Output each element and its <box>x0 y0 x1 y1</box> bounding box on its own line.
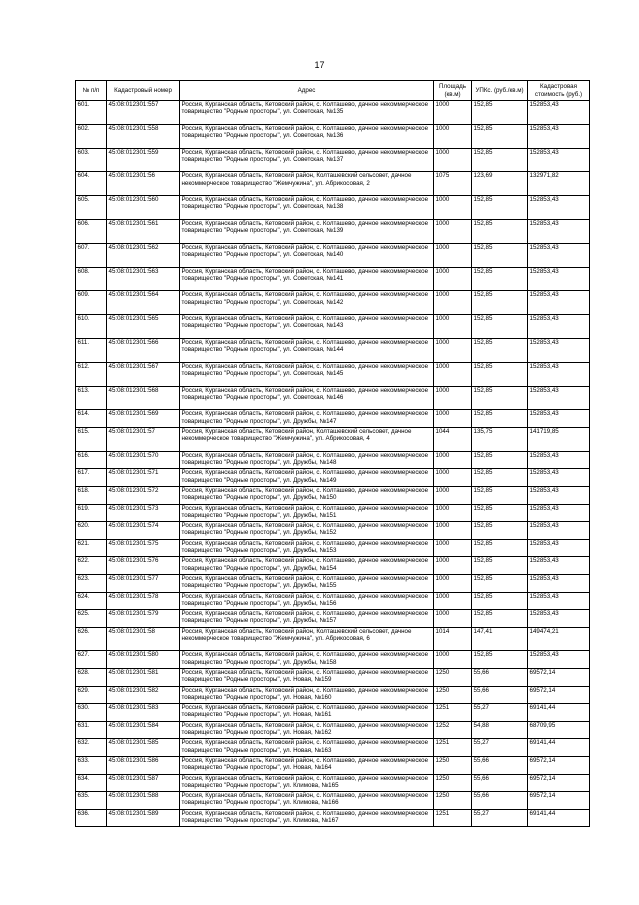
cell-address: Россия, Курганская область, Кетовский район, с. Колташево, дачное некоммерческое товарищество "Родные просторы", ул. Советская, №142 <box>180 291 434 315</box>
cell-num: 635. <box>76 792 107 810</box>
cell-num: 627. <box>76 651 107 669</box>
cell-cost: 141719,85 <box>528 427 590 451</box>
cell-cost: 69572,14 <box>528 774 590 792</box>
cell-cadastral: 45:08:012301:589 <box>107 809 180 827</box>
cell-upks: 152,85 <box>472 362 528 386</box>
table-row <box>76 386 590 410</box>
cell-address: Россия, Курганская область, Кетовский район, с. Колташево, дачное некоммерческое товарищество "Родные просторы", ул. Советская, №135 <box>180 101 434 125</box>
cell-area: 1000 <box>434 469 472 487</box>
cell-num: 620. <box>76 522 107 540</box>
cell-num: 615. <box>76 427 107 451</box>
cell-cadastral: 45:08:012301:580 <box>107 651 180 669</box>
cell-address: Россия, Курганская область, Кетовский район, с. Колташево, дачное некоммерческое товарищество "Родные просторы", ул. Советская, №139 <box>180 219 434 243</box>
cell-num: 623. <box>76 574 107 592</box>
cell-area: 1250 <box>434 686 472 704</box>
cell-cost: 152853,43 <box>528 651 590 669</box>
cell-num: 608. <box>76 267 107 291</box>
cell-upks: 152,85 <box>472 504 528 522</box>
cell-num: 629. <box>76 686 107 704</box>
cell-cost: 152853,43 <box>528 574 590 592</box>
table-row <box>76 172 590 196</box>
cell-cadastral: 45:08:012301:561 <box>107 219 180 243</box>
table-row <box>76 267 590 291</box>
table-row <box>76 219 590 243</box>
page-number: 17 <box>314 60 325 70</box>
table-row <box>76 243 590 267</box>
table-row <box>76 486 590 504</box>
cell-area: 1250 <box>434 774 472 792</box>
cell-cost: 152853,43 <box>528 386 590 410</box>
cell-area: 1000 <box>434 219 472 243</box>
table-row <box>76 427 590 451</box>
cell-address: Россия, Курганская область, Кетовский район, с. Колташево, дачное некоммерческое товарищество "Родные просторы", ул. Новая, №161 <box>180 704 434 722</box>
cell-upks: 152,85 <box>472 574 528 592</box>
cell-address: Россия, Курганская область, Кетовский район, с. Колташево, дачное некоммерческое товарищество "Родные просторы", ул. Дружбы, №148 <box>180 451 434 469</box>
cell-upks: 55,66 <box>472 792 528 810</box>
cell-upks: 152,85 <box>472 148 528 172</box>
cell-num: 605. <box>76 196 107 220</box>
cell-cadastral: 45:08:012301:572 <box>107 486 180 504</box>
cell-cost: 152853,43 <box>528 610 590 628</box>
cell-area: 1000 <box>434 267 472 291</box>
header-cost: Кадастровая стоимость (руб.) <box>528 81 590 101</box>
cell-address: Россия, Курганская область, Кетовский район, с. Колташево, дачное некоммерческое товарищество "Родные просторы", ул. Климова, №167 <box>180 809 434 827</box>
cell-upks: 152,85 <box>472 315 528 339</box>
cell-cadastral: 45:08:012301:567 <box>107 362 180 386</box>
cell-address: Россия, Курганская область, Кетовский район, с. Колташево, дачное некоммерческое товарищество "Родные просторы", ул. Новая, №164 <box>180 757 434 775</box>
cell-cadastral: 45:08:012301:583 <box>107 704 180 722</box>
table-body <box>76 101 590 827</box>
cell-cost: 152853,43 <box>528 451 590 469</box>
cell-address: Россия, Курганская область, Кетовский район, с. Колташево, дачное некоммерческое товарищество "Родные просторы", ул. Новая, №159 <box>180 669 434 687</box>
table-row <box>76 338 590 362</box>
cell-cadastral: 45:08:012301:574 <box>107 522 180 540</box>
cell-num: 630. <box>76 704 107 722</box>
cell-upks: 55,66 <box>472 686 528 704</box>
cell-upks: 152,85 <box>472 291 528 315</box>
cell-upks: 152,85 <box>472 486 528 504</box>
cell-area: 1000 <box>434 557 472 575</box>
cell-cost: 152853,43 <box>528 410 590 428</box>
cell-cadastral: 45:08:012301:586 <box>107 757 180 775</box>
cell-address: Россия, Курганская область, Кетовский район, с. Колташево, дачное некоммерческое товарищество "Родные просторы", ул. Дружбы, №155 <box>180 574 434 592</box>
cell-area: 1000 <box>434 386 472 410</box>
cell-cadastral: 45:08:012301:570 <box>107 451 180 469</box>
cell-cadastral: 45:08:012301:584 <box>107 721 180 739</box>
cell-cost: 152853,43 <box>528 148 590 172</box>
cell-address: Россия, Курганская область, Кетовский район, с. Колташево, дачное некоммерческое товарищество "Родные просторы", ул. Советская, №143 <box>180 315 434 339</box>
cell-cost: 152853,43 <box>528 522 590 540</box>
cell-area: 1000 <box>434 610 472 628</box>
cell-cadastral: 45:08:012301:568 <box>107 386 180 410</box>
cell-cadastral: 45:08:012301:563 <box>107 267 180 291</box>
cell-num: 613. <box>76 386 107 410</box>
cell-num: 614. <box>76 410 107 428</box>
cell-cadastral: 45:08:012301:569 <box>107 410 180 428</box>
cell-num: 612. <box>76 362 107 386</box>
cell-num: 607. <box>76 243 107 267</box>
cadastral-table <box>75 80 590 827</box>
table-row <box>76 539 590 557</box>
cell-upks: 147,41 <box>472 627 528 651</box>
cell-cost: 152853,43 <box>528 469 590 487</box>
cell-num: 619. <box>76 504 107 522</box>
cell-cadastral: 45:08:012301:576 <box>107 557 180 575</box>
table-row <box>76 592 590 610</box>
cell-area: 1000 <box>434 504 472 522</box>
cell-cost: 69141,44 <box>528 704 590 722</box>
cell-area: 1252 <box>434 721 472 739</box>
cell-num: 625. <box>76 610 107 628</box>
cell-cadastral: 45:08:012301:581 <box>107 669 180 687</box>
cell-address: Россия, Курганская область, Кетовский район, с. Колташево, дачное некоммерческое товарищество "Родные просторы", ул. Советская, №146 <box>180 386 434 410</box>
cell-upks: 152,85 <box>472 338 528 362</box>
header-area: Площадь (кв.м) <box>434 81 472 101</box>
cell-num: 601. <box>76 101 107 125</box>
table-header-row <box>76 81 590 101</box>
cell-num: 621. <box>76 539 107 557</box>
cell-cost: 152853,43 <box>528 557 590 575</box>
cell-address: Россия, Курганская область, Кетовский район, с. Колташево, дачное некоммерческое товарищество "Родные просторы", ул. Новая, №163 <box>180 739 434 757</box>
cell-area: 1250 <box>434 757 472 775</box>
cell-upks: 55,27 <box>472 809 528 827</box>
cell-upks: 55,27 <box>472 739 528 757</box>
header-num: № п/п <box>76 81 107 101</box>
cell-num: 626. <box>76 627 107 651</box>
cell-upks: 152,85 <box>472 522 528 540</box>
cell-cost: 152853,43 <box>528 592 590 610</box>
cell-upks: 152,85 <box>472 592 528 610</box>
header-cadastral: Кадастровый номер <box>107 81 180 101</box>
cell-cost: 152853,43 <box>528 338 590 362</box>
cell-upks: 55,66 <box>472 774 528 792</box>
cell-cost: 69572,14 <box>528 792 590 810</box>
table-row <box>76 557 590 575</box>
cell-cost: 152853,43 <box>528 291 590 315</box>
cell-upks: 152,85 <box>472 267 528 291</box>
cell-area: 1000 <box>434 486 472 504</box>
cell-upks: 152,85 <box>472 557 528 575</box>
cell-area: 1250 <box>434 792 472 810</box>
cell-num: 603. <box>76 148 107 172</box>
cell-cost: 152853,43 <box>528 124 590 148</box>
cell-cadastral: 45:08:012301:585 <box>107 739 180 757</box>
cell-num: 617. <box>76 469 107 487</box>
table-row <box>76 196 590 220</box>
table-row <box>76 101 590 125</box>
cell-area: 1000 <box>434 101 472 125</box>
cell-cadastral: 45:08:012301:558 <box>107 124 180 148</box>
cell-upks: 152,85 <box>472 243 528 267</box>
cell-cost: 152853,43 <box>528 243 590 267</box>
cell-area: 1000 <box>434 410 472 428</box>
cell-num: 631. <box>76 721 107 739</box>
cell-address: Россия, Курганская область, Кетовский район, с. Колташево, дачное некоммерческое товарищество "Родные просторы", ул. Климова, №165 <box>180 774 434 792</box>
cell-num: 618. <box>76 486 107 504</box>
table-row <box>76 610 590 628</box>
cell-cadastral: 45:08:012301:578 <box>107 592 180 610</box>
table-row <box>76 124 590 148</box>
cell-address: Россия, Курганская область, Кетовский район, с. Колташево, дачное некоммерческое товарищество "Родные просторы", ул. Дружбы, №154 <box>180 557 434 575</box>
cell-cost: 68709,95 <box>528 721 590 739</box>
cell-cost: 69572,14 <box>528 686 590 704</box>
cell-num: 610. <box>76 315 107 339</box>
cell-address: Россия, Курганская область, Кетовский район, с. Колташево, дачное некоммерческое товарищество "Родные просторы", ул. Советская, №136 <box>180 124 434 148</box>
cell-area: 1000 <box>434 651 472 669</box>
cell-area: 1000 <box>434 574 472 592</box>
cell-area: 1251 <box>434 739 472 757</box>
cell-address: Россия, Курганская область, Кетовский район, с. Колташево, дачное некоммерческое товарищество "Родные просторы", ул. Дружбы, №157 <box>180 610 434 628</box>
cell-upks: 152,85 <box>472 196 528 220</box>
cell-cost: 152853,43 <box>528 315 590 339</box>
cell-upks: 55,27 <box>472 704 528 722</box>
cell-upks: 152,85 <box>472 101 528 125</box>
cell-cost: 149474,21 <box>528 627 590 651</box>
cell-cost: 69572,14 <box>528 669 590 687</box>
table-row <box>76 774 590 792</box>
cell-upks: 152,85 <box>472 124 528 148</box>
cell-upks: 152,85 <box>472 386 528 410</box>
cell-address: Россия, Курганская область, Кетовский район, с. Колташево, дачное некоммерческое товарищество "Родные просторы", ул. Новая, №160 <box>180 686 434 704</box>
cell-area: 1250 <box>434 669 472 687</box>
cell-num: 609. <box>76 291 107 315</box>
cell-address: Россия, Курганская область, Кетовский район, Колташевский сельсовет, дачное некоммерческое товарищество "Жемчужина", ул. Абрикосовая, 2 <box>180 172 434 196</box>
table-row <box>76 315 590 339</box>
cell-cost: 152853,43 <box>528 101 590 125</box>
cell-cost: 152853,43 <box>528 267 590 291</box>
cell-cadastral: 45:08:012301:577 <box>107 574 180 592</box>
cell-upks: 135,75 <box>472 427 528 451</box>
table-row <box>76 669 590 687</box>
cell-cadastral: 45:08:012301:579 <box>107 610 180 628</box>
table-row <box>76 704 590 722</box>
cell-area: 1000 <box>434 243 472 267</box>
cell-area: 1000 <box>434 522 472 540</box>
cell-area: 1251 <box>434 809 472 827</box>
table-row <box>76 291 590 315</box>
table-row <box>76 757 590 775</box>
cell-cadastral: 45:08:012301:587 <box>107 774 180 792</box>
cell-cadastral: 45:08:012301:566 <box>107 338 180 362</box>
cell-num: 632. <box>76 739 107 757</box>
cell-area: 1251 <box>434 704 472 722</box>
cell-address: Россия, Курганская область, Кетовский район, с. Колташево, дачное некоммерческое товарищество "Родные просторы", ул. Дружбы, №158 <box>180 651 434 669</box>
cell-cadastral: 45:08:012301:575 <box>107 539 180 557</box>
cell-num: 602. <box>76 124 107 148</box>
cell-upks: 55,66 <box>472 669 528 687</box>
cell-num: 606. <box>76 219 107 243</box>
cell-num: 634. <box>76 774 107 792</box>
table-row <box>76 686 590 704</box>
cell-cost: 152853,43 <box>528 362 590 386</box>
cell-upks: 152,85 <box>472 610 528 628</box>
cell-address: Россия, Курганская область, Кетовский район, с. Колташево, дачное некоммерческое товарищество "Родные просторы", ул. Дружбы, №147 <box>180 410 434 428</box>
header-upks: УПКс. (руб./кв.м) <box>472 81 528 101</box>
cell-upks: 152,85 <box>472 451 528 469</box>
cell-address: Россия, Курганская область, Кетовский район, с. Колташево, дачное некоммерческое товарищество "Родные просторы", ул. Советская, №141 <box>180 267 434 291</box>
cell-num: 611. <box>76 338 107 362</box>
table-row <box>76 522 590 540</box>
cell-area: 1000 <box>434 315 472 339</box>
cell-upks: 152,85 <box>472 539 528 557</box>
cell-address: Россия, Курганская область, Кетовский район, с. Колташево, дачное некоммерческое товарищество "Родные просторы", ул. Советская, №140 <box>180 243 434 267</box>
cell-upks: 152,85 <box>472 410 528 428</box>
cell-area: 1000 <box>434 124 472 148</box>
cell-upks: 55,66 <box>472 757 528 775</box>
cell-area: 1044 <box>434 427 472 451</box>
cell-upks: 152,85 <box>472 219 528 243</box>
cell-cost: 69141,44 <box>528 809 590 827</box>
cell-num: 616. <box>76 451 107 469</box>
cell-upks: 54,88 <box>472 721 528 739</box>
cell-num: 636. <box>76 809 107 827</box>
cell-num: 628. <box>76 669 107 687</box>
table-row <box>76 148 590 172</box>
cell-cadastral: 45:08:012301:565 <box>107 315 180 339</box>
cell-upks: 152,85 <box>472 469 528 487</box>
cell-num: 624. <box>76 592 107 610</box>
cell-cadastral: 45:08:012301:562 <box>107 243 180 267</box>
table-row <box>76 504 590 522</box>
cell-num: 622. <box>76 557 107 575</box>
cell-address: Россия, Курганская область, Кетовский район, с. Колташево, дачное некоммерческое товарищество "Родные просторы", ул. Советская, №144 <box>180 338 434 362</box>
cell-area: 1000 <box>434 338 472 362</box>
cell-address: Россия, Курганская область, Кетовский район, Колташевский сельсовет, дачное некоммерческое товарищество "Жемчужина", ул. Абрикосовая, 4 <box>180 427 434 451</box>
cell-num: 633. <box>76 757 107 775</box>
table-row <box>76 469 590 487</box>
cell-cadastral: 45:08:012301:573 <box>107 504 180 522</box>
cell-cadastral: 45:08:012301:560 <box>107 196 180 220</box>
cell-address: Россия, Курганская область, Кетовский район, с. Колташево, дачное некоммерческое товарищество "Родные просторы", ул. Дружбы, №151 <box>180 504 434 522</box>
cell-num: 604. <box>76 172 107 196</box>
table-row <box>76 739 590 757</box>
cell-area: 1075 <box>434 172 472 196</box>
cell-cadastral: 45:08:012301:57 <box>107 427 180 451</box>
table-row <box>76 792 590 810</box>
cell-address: Россия, Курганская область, Кетовский район, с. Колташево, дачное некоммерческое товарищество "Родные просторы", ул. Новая, №162 <box>180 721 434 739</box>
cell-area: 1000 <box>434 291 472 315</box>
cell-cost: 152853,43 <box>528 196 590 220</box>
cell-cost: 69141,44 <box>528 739 590 757</box>
cell-address: Россия, Курганская область, Кетовский район, с. Колташево, дачное некоммерческое товарищество "Родные просторы", ул. Дружбы, №153 <box>180 539 434 557</box>
cell-address: Россия, Курганская область, Кетовский район, с. Колташево, дачное некоммерческое товарищество "Родные просторы", ул. Дружбы, №149 <box>180 469 434 487</box>
cell-address: Россия, Курганская область, Кетовский район, с. Колташево, дачное некоммерческое товарищество "Родные просторы", ул. Дружбы, №152 <box>180 522 434 540</box>
cell-address: Россия, Курганская область, Кетовский район, Колташевский сельсовет, дачное некоммерческое товарищество "Жемчужина", ул. Абрикосовая, 6 <box>180 627 434 651</box>
cell-area: 1000 <box>434 362 472 386</box>
table-row <box>76 627 590 651</box>
cell-cadastral: 45:08:012301:56 <box>107 172 180 196</box>
cell-cost: 152853,43 <box>528 539 590 557</box>
cell-cadastral: 45:08:012301:571 <box>107 469 180 487</box>
cell-cost: 152853,43 <box>528 219 590 243</box>
cell-cadastral: 45:08:012301:58 <box>107 627 180 651</box>
table-row <box>76 721 590 739</box>
cell-address: Россия, Курганская область, Кетовский район, с. Колташево, дачное некоммерческое товарищество "Родные просторы", ул. Дружбы, №150 <box>180 486 434 504</box>
table-row <box>76 574 590 592</box>
header-address: Адрес <box>180 81 434 101</box>
cell-area: 1000 <box>434 451 472 469</box>
table-row <box>76 451 590 469</box>
cell-cost: 152853,43 <box>528 504 590 522</box>
cell-cost: 69572,14 <box>528 757 590 775</box>
cell-area: 1000 <box>434 148 472 172</box>
table-row <box>76 362 590 386</box>
cell-upks: 152,85 <box>472 651 528 669</box>
cell-area: 1000 <box>434 196 472 220</box>
cell-cadastral: 45:08:012301:557 <box>107 101 180 125</box>
table-row <box>76 809 590 827</box>
cell-cost: 152853,43 <box>528 486 590 504</box>
cell-cadastral: 45:08:012301:559 <box>107 148 180 172</box>
cell-area: 1014 <box>434 627 472 651</box>
cell-address: Россия, Курганская область, Кетовский район, с. Колташево, дачное некоммерческое товарищество "Родные просторы", ул. Советская, №145 <box>180 362 434 386</box>
cell-area: 1000 <box>434 539 472 557</box>
cell-upks: 123,69 <box>472 172 528 196</box>
cell-address: Россия, Курганская область, Кетовский район, с. Колташево, дачное некоммерческое товарищество "Родные просторы", ул. Дружбы, №156 <box>180 592 434 610</box>
table-row <box>76 410 590 428</box>
table-row <box>76 651 590 669</box>
cell-address: Россия, Курганская область, Кетовский район, с. Колташево, дачное некоммерческое товарищество "Родные просторы", ул. Советская, №137 <box>180 148 434 172</box>
cell-address: Россия, Курганская область, Кетовский район, с. Колташево, дачное некоммерческое товарищество "Родные просторы", ул. Климова, №166 <box>180 792 434 810</box>
cell-cadastral: 45:08:012301:582 <box>107 686 180 704</box>
cell-cost: 132971,82 <box>528 172 590 196</box>
cell-area: 1000 <box>434 592 472 610</box>
cell-address: Россия, Курганская область, Кетовский район, с. Колташево, дачное некоммерческое товарищество "Родные просторы", ул. Советская, №138 <box>180 196 434 220</box>
cell-cadastral: 45:08:012301:564 <box>107 291 180 315</box>
cell-cadastral: 45:08:012301:588 <box>107 792 180 810</box>
